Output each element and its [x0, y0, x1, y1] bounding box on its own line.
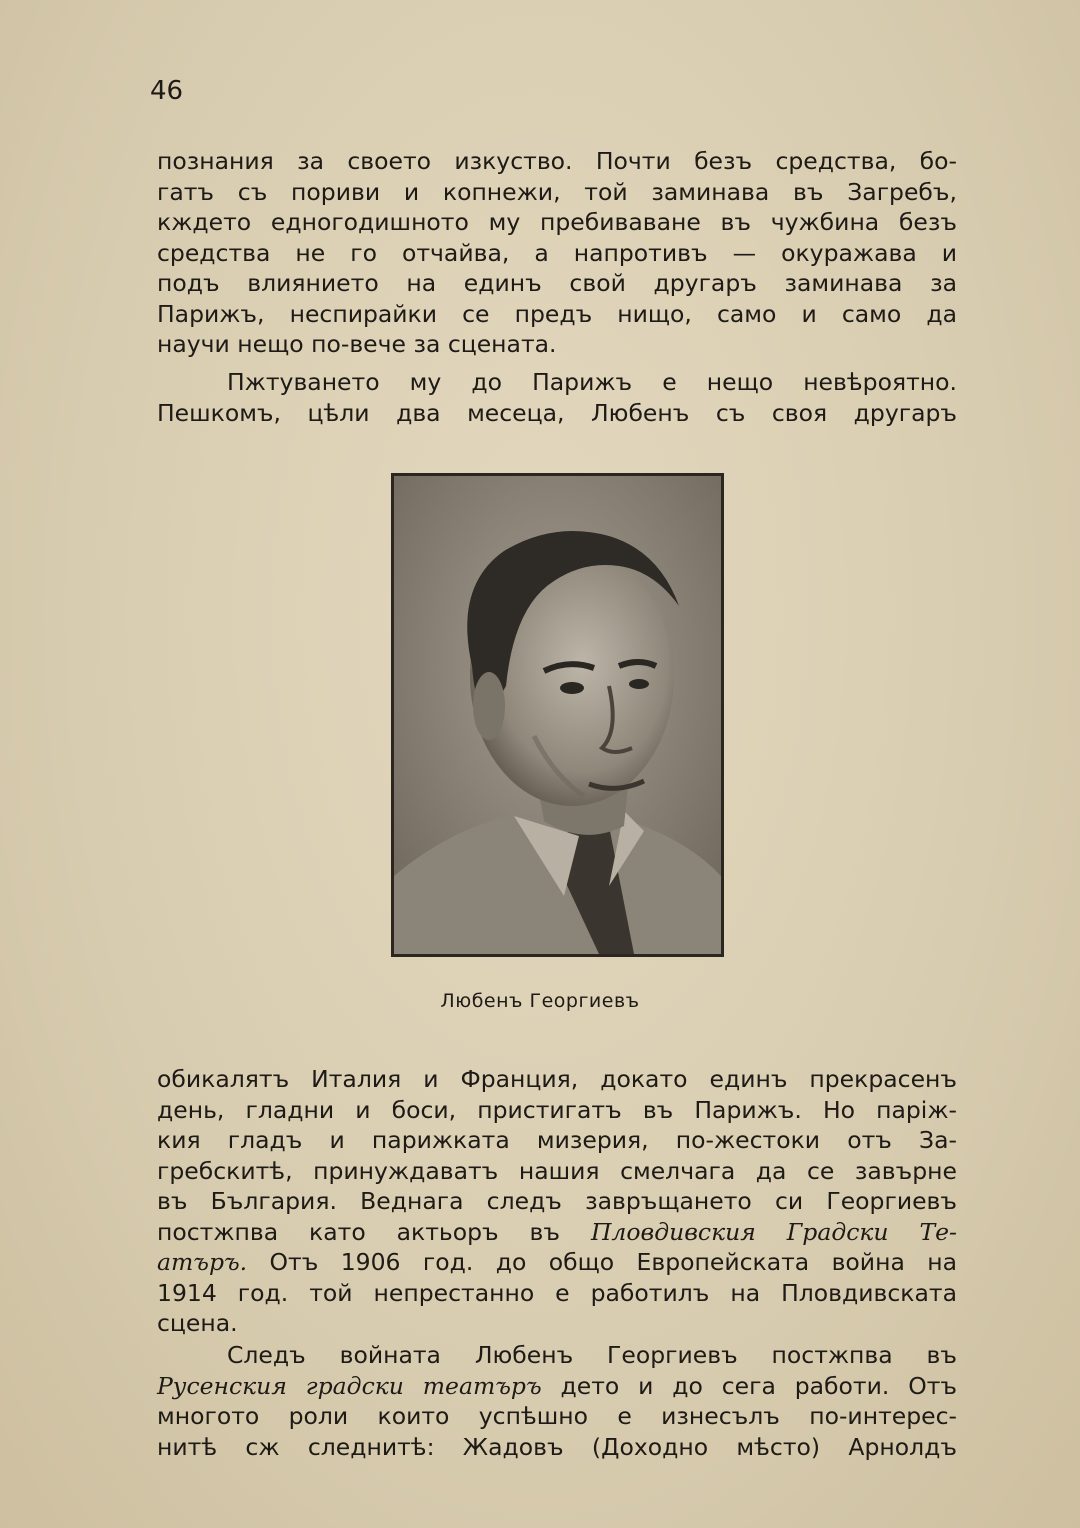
text-line: нитѣ сж следнитѣ: Жадовъ (Доходно мѣсто) Арнолдъ [157, 1432, 957, 1461]
text-line [157, 1371, 957, 1402]
text-line [157, 1247, 957, 1278]
text-line: день, гладни и боси, пристигатъ въ Парижъ. Но парiж- [157, 1095, 957, 1124]
paragraph-3 [157, 1064, 957, 1339]
text-line: Пжтуването му до Парижъ е нещо невѣроятно. [227, 368, 957, 396]
photo-caption: Любенъ Георгиевъ [440, 990, 640, 1012]
text-line [157, 1217, 957, 1248]
text-line: кия гладъ и парижката мизерия, по-жестоки отъ За- [157, 1126, 957, 1154]
ear-shape [473, 672, 505, 740]
text-line: познания за своето изкуство. Почти безъ средства, бо- [157, 147, 957, 175]
text-line: научи нещо по-вече за сцената. [157, 330, 557, 358]
text-line: Пешкомъ, цѣли два месеца, Любенъ съ своя другаръ [157, 398, 957, 427]
text-line: многото роли които успѣшно е изнесълъ по-интерес- [157, 1402, 957, 1430]
text-segment: дето и до сега работи. Отъ [541, 1371, 957, 1400]
left-eye [560, 682, 584, 694]
portrait-illustration [394, 476, 721, 954]
text-line: гребскитѣ, принуждаватъ нашия смелчага да се завърне [157, 1156, 957, 1185]
portrait-photo [391, 473, 724, 957]
text-segment: Отъ 1906 год. до общо Европейската война на [247, 1248, 957, 1276]
text-line: 1914 год. той непрестанно е работилъ на Пловдивската [157, 1278, 957, 1307]
paragraph-2 [157, 367, 957, 428]
text-line: кждето едногодишното му пребиваване въ чужбина безъ [157, 208, 957, 236]
theatre-name-italic: Русенския градски театъръ [157, 1371, 542, 1400]
text-segment: постжпва като актьоръ въ [157, 1217, 591, 1246]
text-line: обикалятъ Италия и Франция, докато единъ прекрасенъ [157, 1065, 957, 1093]
theatre-name-italic: Пловдивския Градски Те- [590, 1217, 957, 1246]
theatre-name-italic: атъръ. [157, 1248, 248, 1276]
paragraph-4 [157, 1340, 957, 1462]
text-line: сцена. [157, 1309, 238, 1337]
text-line: въ България. Веднага следъ завръщането си Георгиевъ [157, 1187, 957, 1215]
text-line: подъ влиянието на единъ свой другаръ заминава за [157, 269, 957, 297]
page-number: 46 [150, 76, 184, 106]
text-line: средства не го отчайва, а напротивъ — окуражава и [157, 238, 957, 267]
text-line: гатъ съ пориви и копнежи, той заминава въ Загребъ, [157, 177, 957, 206]
text-line: Парижъ, неспирайки се предъ нищо, само и само да [157, 299, 957, 328]
paragraph-1 [157, 146, 957, 360]
text-line: Следъ войната Любенъ Георгиевъ постжпва въ [227, 1341, 957, 1369]
right-eye [629, 679, 649, 689]
